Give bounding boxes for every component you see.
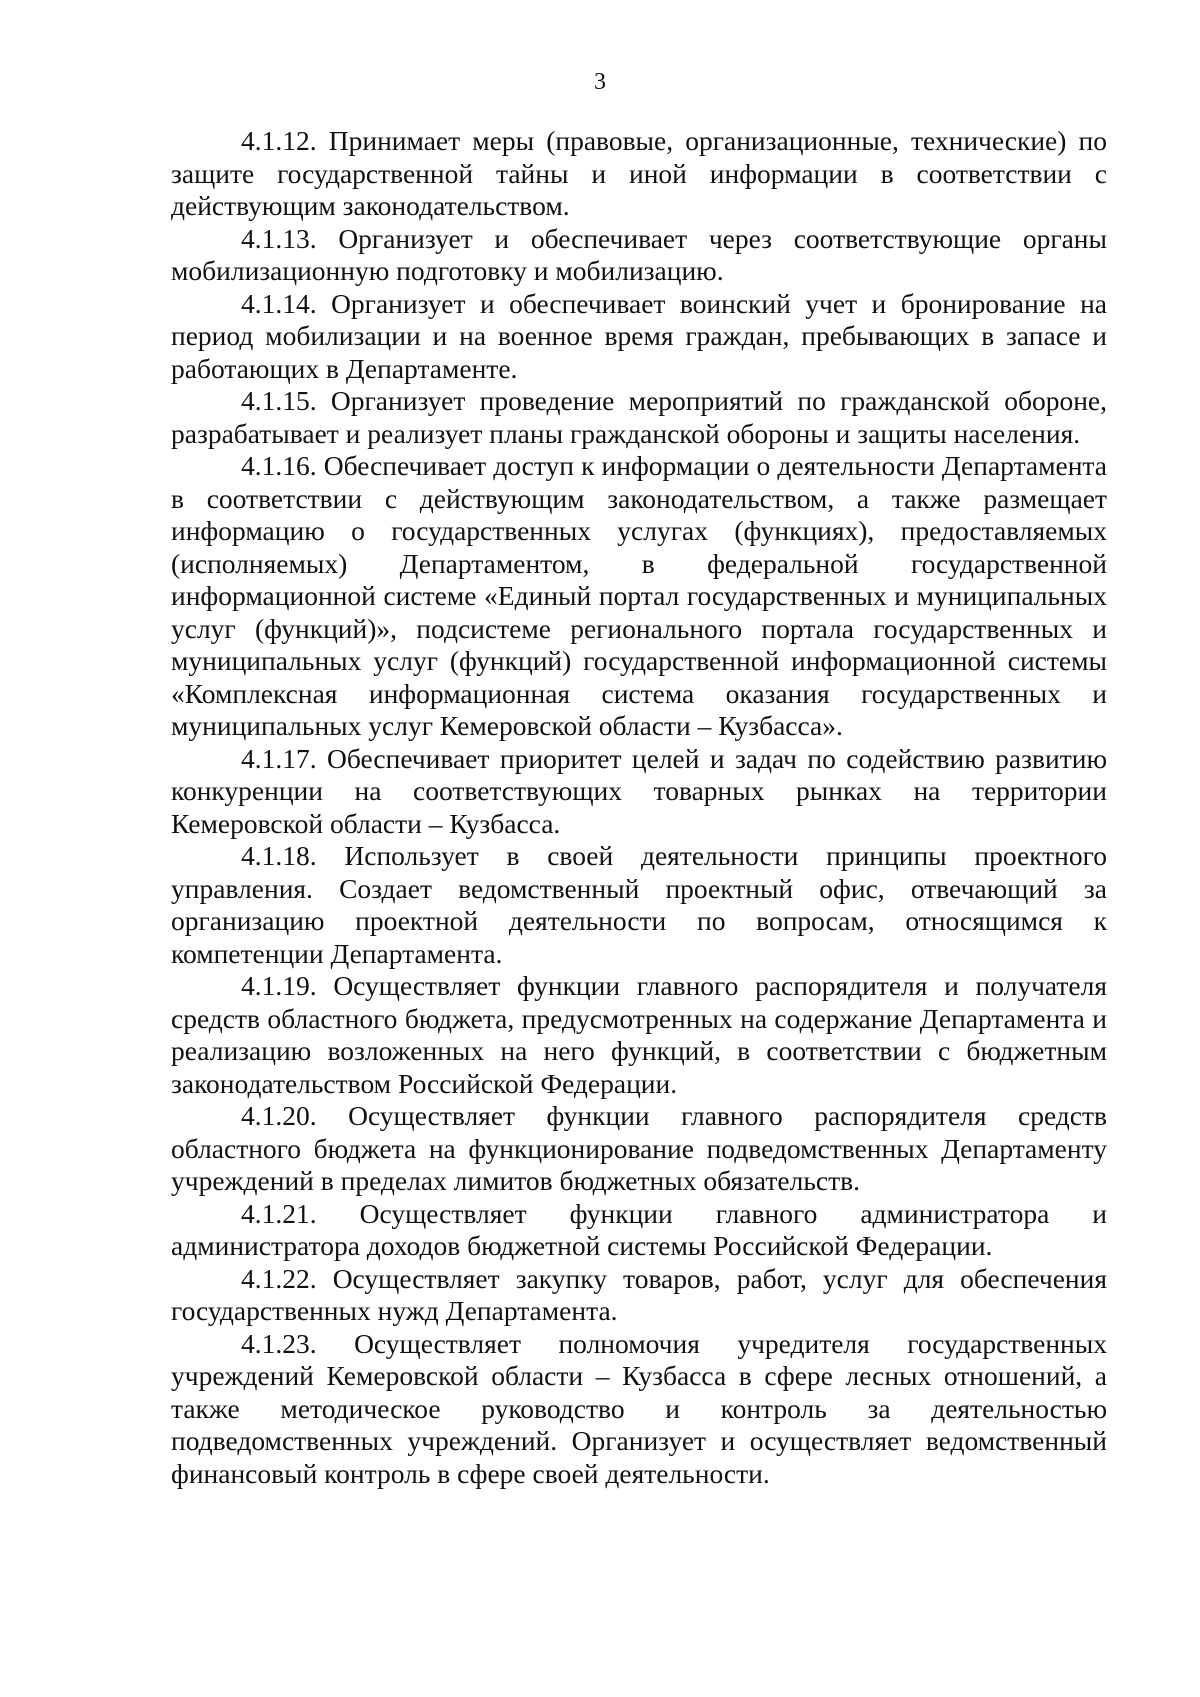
paragraph-4-1-19: 4.1.19. Осуществляет функции главного распорядителя и получателя средств областного бюджета, предусмотренных на содержание Департамента и реализацию возложенных на него функций, в соответствии с бюджетным законодательством Российской Федерации. — [171, 970, 1107, 1099]
paragraph-4-1-15: 4.1.15. Организует проведение мероприятий по гражданской обороне, разрабатывает и реализует планы гражданской обороны и защиты населения. — [171, 385, 1107, 449]
paragraph-4-1-21: 4.1.21. Осуществляет функции главного администратора и администратора доходов бюджетной системы Российской Федерации. — [171, 1197, 1107, 1261]
paragraph-4-1-22: 4.1.22. Осуществляет закупку товаров, работ, услуг для обеспечения государственных нужд Департамента. — [171, 1262, 1107, 1326]
paragraph-4-1-23: 4.1.23. Осуществляет полномочия учредителя государственных учреждений Кемеровской области – Кузбасса в сфере лесных отношений, а также методическое руководство и контроль за деятельностью подведомственных учреждений. Организует и осуществляет ведомственный финансовый контроль в сфере своей деятельности. — [171, 1327, 1107, 1489]
page-number: 3 — [594, 69, 606, 95]
paragraph-4-1-20: 4.1.20. Осуществляет функции главного распорядителя средств областного бюджета на функционирование подведомственных Департаменту учреждений в пределах лимитов бюджетных обязательств. — [171, 1100, 1107, 1196]
paragraph-4-1-14: 4.1.14. Организует и обеспечивает воинский учет и бронирование на период мобилизации и на военное время граждан, пребывающих в запасе и работающих в Департаменте. — [171, 287, 1107, 384]
paragraph-4-1-13: 4.1.13. Организует и обеспечивает через соответствующие органы мобилизационную подготовку и мобилизацию. — [171, 222, 1107, 286]
paragraph-4-1-18: 4.1.18. Использует в своей деятельности принципы проектного управления. Создает ведомственный проектный офис, отвечающий за организацию проектной деятельности по вопросам, относящимся к компетенции Департамента. — [171, 840, 1107, 969]
paragraph-4-1-16: 4.1.16. Обеспечивает доступ к информации о деятельности Департамента в соответствии с действующим законодательством, а также размещает информацию о государственных услугах (функциях), предоставляемых (исполняемых) Департаментом, в федеральной государственной информационной системе «Единый портал государственных и муниципальных услуг (функций)», подсистеме регионального портала государственных и муниципальных услуг (функций) государственной информационной системы «Комплексная информационная система оказания государственных и муниципальных услуг Кемеровской области – Кузбасса». — [171, 450, 1107, 741]
document-body — [171, 125, 1107, 1490]
paragraph-4-1-17: 4.1.17. Обеспечивает приоритет целей и задач по содействию развитию конкуренции на соответствующих товарных рынках на территории Кемеровской области – Кузбасса. — [171, 742, 1107, 839]
paragraph-4-1-12: 4.1.12. Принимает меры (правовые, организационные, технические) по защите государственной тайны и иной информации в соответствии с действующим законодательством. — [171, 125, 1107, 221]
